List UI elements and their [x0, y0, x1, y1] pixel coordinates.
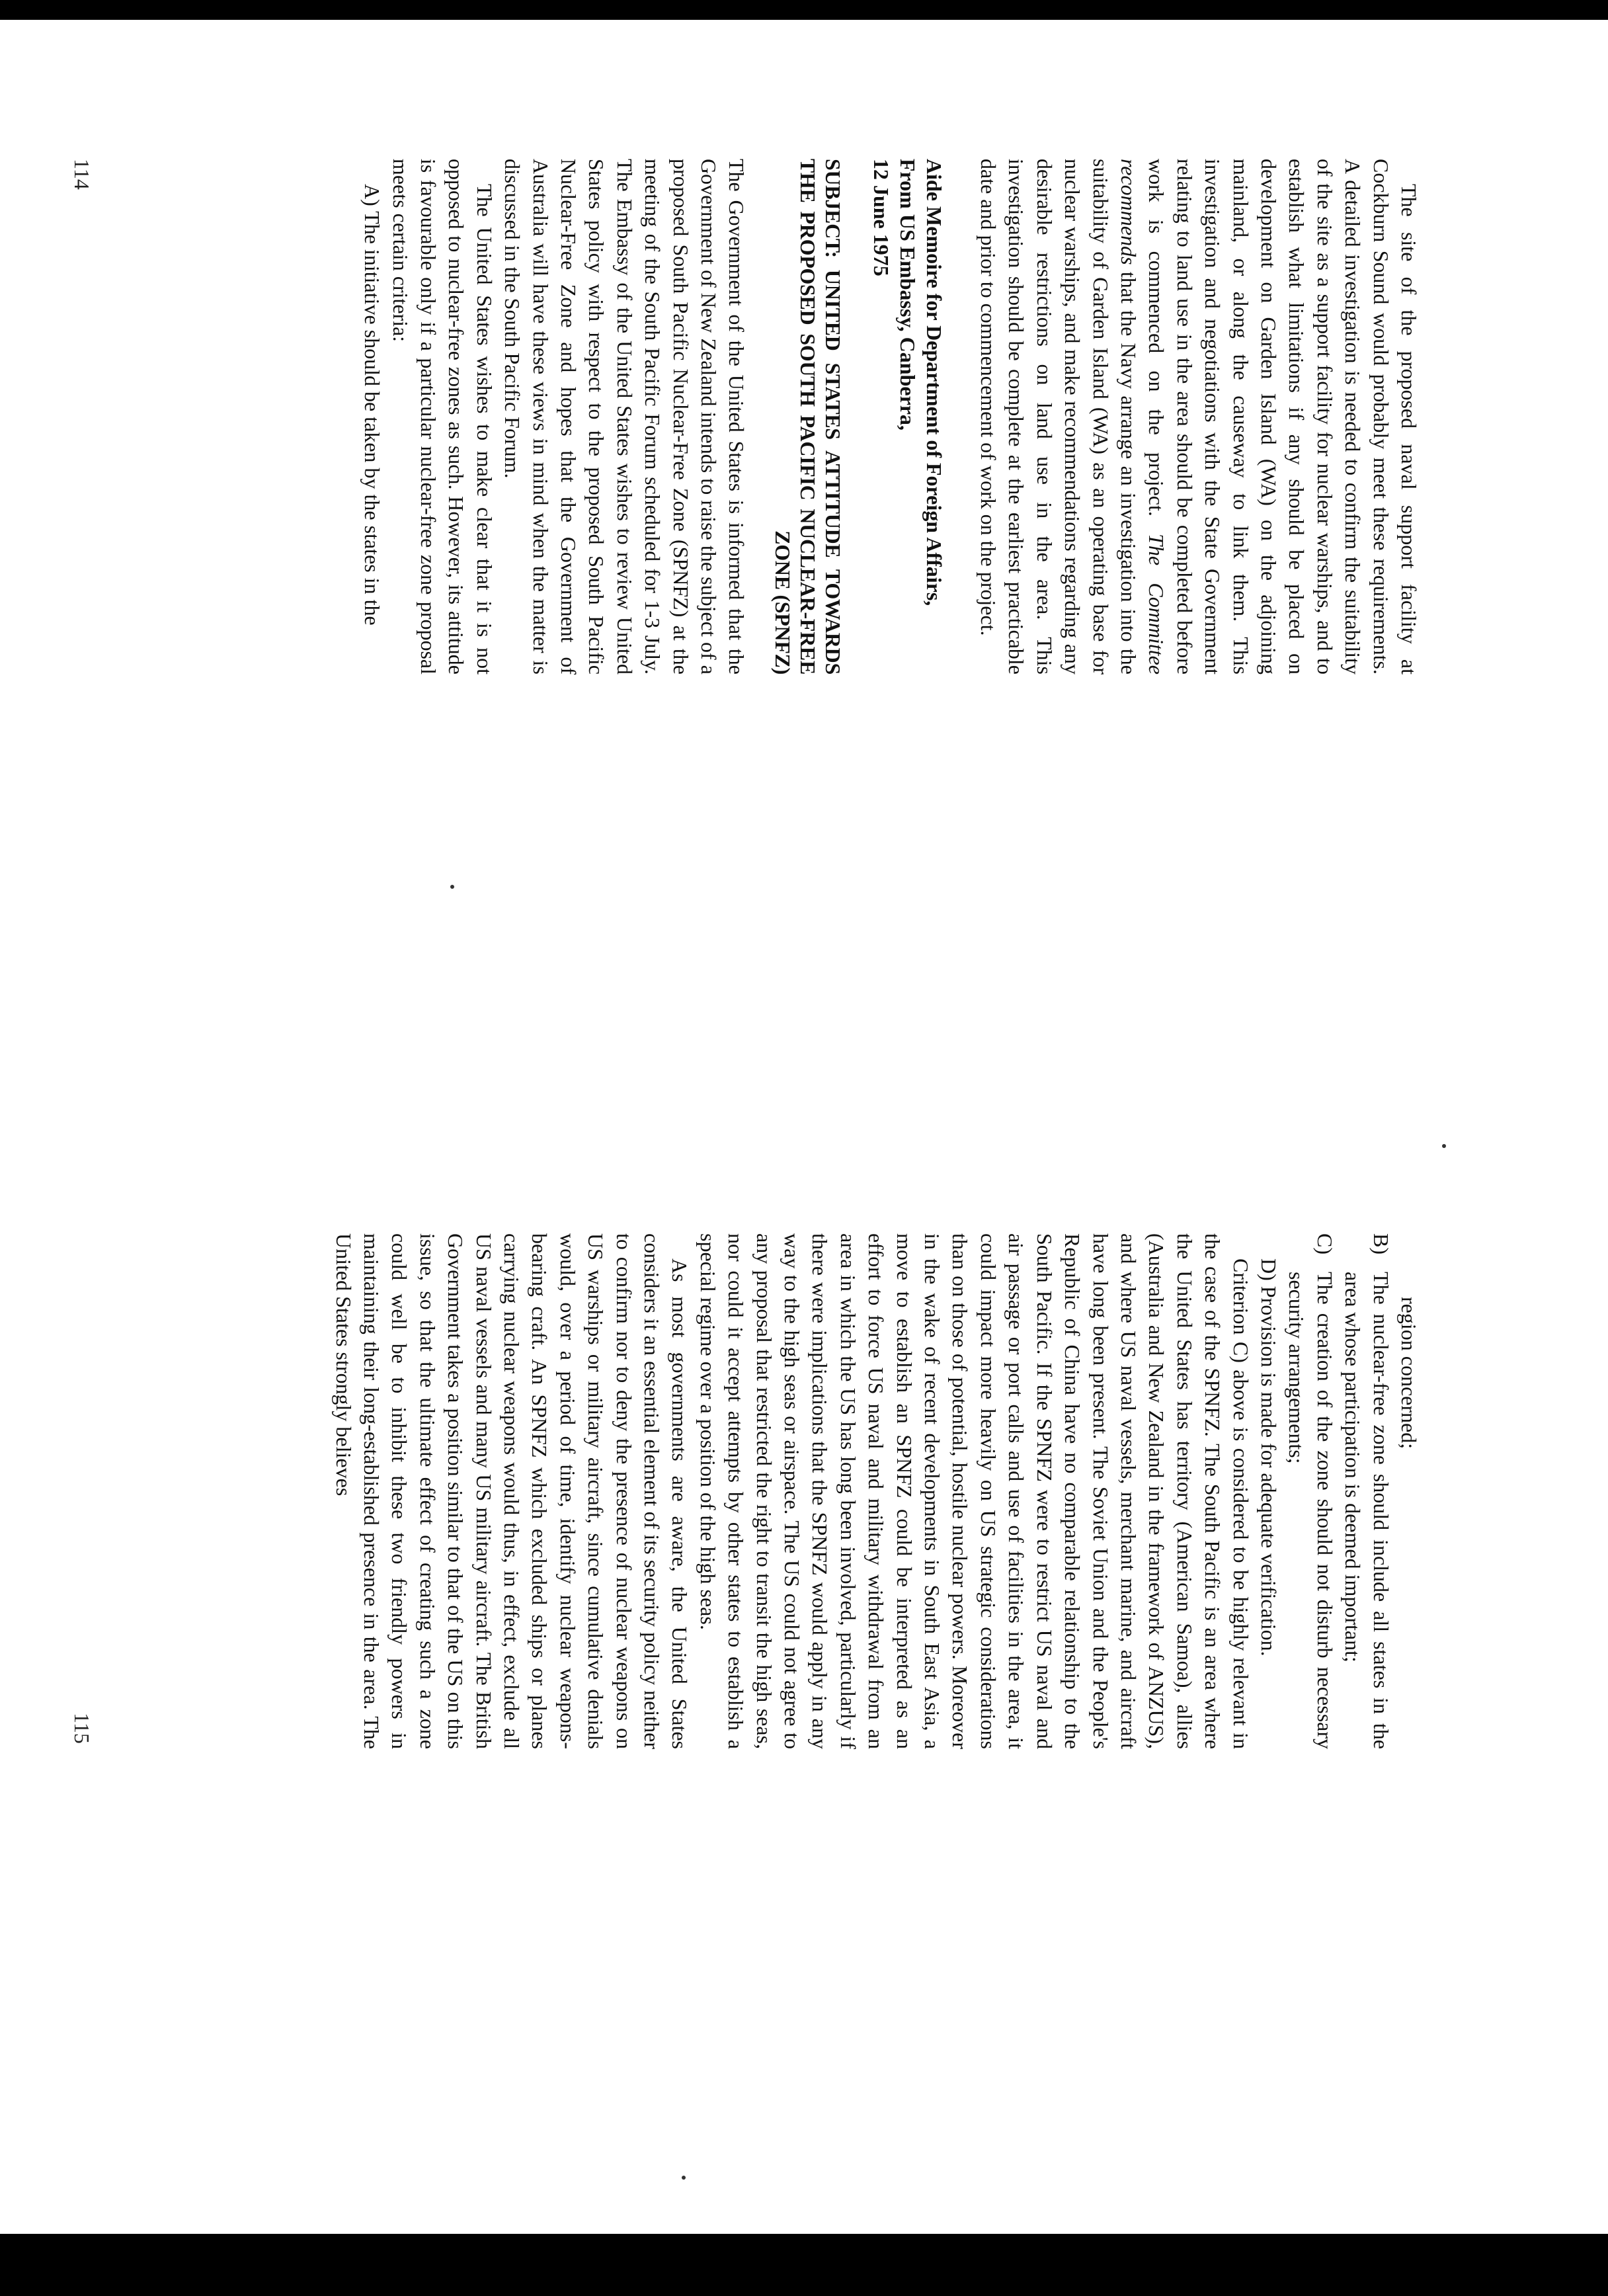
criterion-a-continued: region concerned;	[1397, 1297, 1421, 1450]
criterion-d: D) Provision is made for adequate verification.	[1256, 1258, 1281, 1657]
subject-heading: SUBJECT: UNITED STATES ATTITUDE TOWARDS THE PROPOSED SOUTH PACIFIC NUCLEAR-FREE ZONE (SPNFZ)	[771, 159, 846, 675]
criterion-b-label: B)	[1369, 1233, 1393, 1254]
criterion-a: A) The initiative should be taken by the states in the	[360, 184, 385, 626]
paragraph-us-position: The United States wishes to make clear that it is not opposed to nuclear-free zones as such. However, its attitude is favourable only if a particular nuclear-free zone proposal meets certain criteria:	[388, 159, 497, 675]
page-114-column	[358, 159, 1423, 675]
criterion-c-label: C)	[1312, 1233, 1337, 1254]
scan-speck	[682, 2176, 686, 2180]
paragraph-nz-intent: The Government of the United States is informed that the Government of New Zealand intends to raise the subject of a proposed South Pacific Nuclear-Free Zone (SPNFZ) at the meeting of the South Pacific Forum scheduled for 1-3 July. The Embassy of the United States wishes to review United States policy with respect to the proposed South Pacific Nuclear-Free Zone and hopes that the Government of Australia will have these views in mind when the matter is discussed in the South Pacific Forum.	[501, 159, 749, 675]
page-number-115: 115	[70, 1713, 94, 1744]
aide-line-2: From US Embassy, Canberra,	[896, 159, 920, 430]
paragraph-naval-site: The site of the proposed naval support facility at Cockburn Sound would probably meet these requirements. A detailed investigation is needed to confirm the suitability of the site as a support facility for nuclear warships, and to establish what limitations if any should be placed on development on Garden Island (WA) on the adjoining mainland, or along the causeway to link them. This investigation and negotiations with the State Government relating to land use in the area should be completed before work is commenced on the project. The Committee recommends that the Navy arrange an investigation into the suitability of Garden Island (WA) as an operating base for nuclear warships, and make recommendations regarding any desirable restrictions on land use in the area. This investigation should be complete at the earliest practicable date and prior to commencement of work on the project.	[976, 159, 1421, 675]
criterion-b-text: The nuclear-free zone should include all states in the area whose participation is deemed important;	[1341, 1272, 1393, 1749]
aide-memoire-header	[869, 159, 948, 675]
paragraph-neither-confirm-nor-deny: As most governments are aware, the United States considers it an essential element of its security policy neither to confirm nor to deny the presence of nuclear weapons on US warships or military aircraft, since cumulative denials would, over a period of time, identify nuclear weapons-bearing craft. An SPNFZ which excluded ships or planes carrying nuclear weapons would thus, in effect, exclude all US naval vessels and many US military aircraft. The British Government takes a position similar to that of the US on this issue, so that the ultimate effect of creating such a zone could well be to inhibit these two friendly powers in maintaining their long-established presence in the area. The United States strongly believes	[331, 1233, 692, 1749]
aide-line-1: Aide Memoire for Department of Foreign Affairs,	[922, 159, 947, 606]
emphasis-committee: The Committee recommends	[1116, 159, 1169, 675]
criterion-b	[1339, 1233, 1395, 1749]
criterion-c-text: The creation of the zone should not disturb necessary security arrangements;	[1285, 1272, 1337, 1749]
page-number-114: 114	[70, 159, 94, 190]
criterion-c	[1283, 1233, 1339, 1749]
page-115-column	[329, 1233, 1423, 1749]
scan-speck	[450, 885, 454, 889]
aide-date: 12 June 1975	[869, 159, 894, 276]
paragraph-criterion-c-relevance: Criterion C) above is considered to be highly relevant in the case of the SPNFZ. The South Pacific is an area where the United States has territory (American Samoa), allies (Australia and New Zealand in the framework of ANZUS), and where US naval vessels, merchant marine, and aircraft have long been present. The Soviet Union and the People's Republic of China have no comparable relationship to the South Pacific. If the SPNFZ were to restrict US naval and air passage or port calls and use of facilities in the area, it could impact more heavily on US strategic considerations than on those of potential, hostile nuclear powers. Moreover in the wake of recent developments in South East Asia, a move to establish an SPNFZ could be interpreted as an effort to force US naval and military withdrawal from an area in which the US has long been involved, particularly if there were implications that the SPNFZ would apply in any way to the high seas or airspace. The US could not agree to any proposal that restricted the right to transit the high seas, nor could it accept attempts by other states to establish a special regime over a position of the high seas.	[696, 1233, 1253, 1749]
scan-speck	[1442, 1144, 1446, 1148]
